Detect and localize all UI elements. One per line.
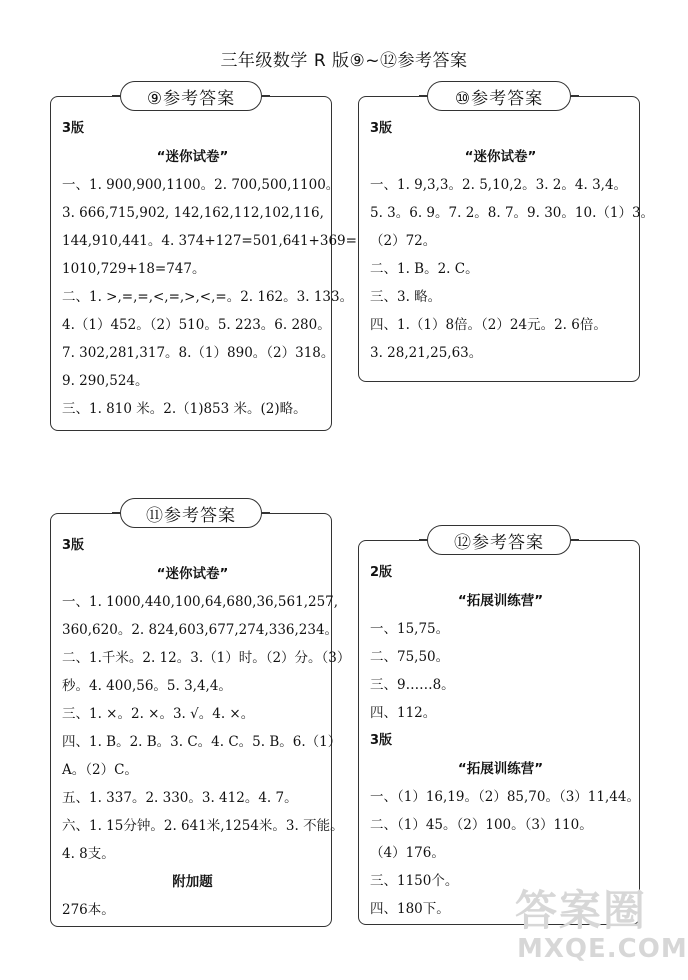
answer-line: 四、1.（1）8倍。（2）24元。2. 6倍。 <box>370 317 607 333</box>
section-subtitle: “拓展训练营” <box>457 593 544 609</box>
watermark-logo <box>505 878 688 978</box>
answer-line: A。（2）C。 <box>62 762 138 778</box>
answer-line: 三、1. 810 米。2.（1)853 米。(2)略。 <box>62 401 307 417</box>
answer-line: 三、9……8。 <box>370 677 455 693</box>
answer-line: 3. 666,715,902, 142,162,112,102,116, <box>62 205 324 221</box>
answer-line: 四、180下。 <box>370 901 450 917</box>
card-body-9 <box>62 115 357 423</box>
answer-line: 六、1. 15分钟。2. 641米,1254米。3. 不能。 <box>62 818 344 834</box>
card-body-12 <box>370 559 640 923</box>
answer-card-12 <box>358 532 640 925</box>
answer-line: 四、112。 <box>370 705 437 721</box>
card-header-10: ⑩参考答案 <box>427 81 571 111</box>
answer-line: 5. 3。6. 9。7. 2。8. 7。9. 30。10.（1）3。 <box>370 205 655 221</box>
card-header-11: ⑪参考答案 <box>120 498 262 528</box>
answer-line: 1010,729+18=747。 <box>62 261 206 277</box>
answer-line: 三、1. ×。2. ×。3. √。4. ×。 <box>62 706 255 722</box>
answer-line: 一、1. 1000,440,100,64,680,36,561,257, <box>62 594 339 610</box>
answer-line: 4.（1）452。（2）510。5. 223。6. 280。 <box>62 317 331 333</box>
answer-line: 一、1. 900,900,1100。2. 700,500,1100。 <box>62 177 340 193</box>
answer-line: 一、（1）16,19。（2）85,70。（3）11,44。 <box>370 789 640 805</box>
answer-line: 四、1. B。2. B。3. C。4. C。5. B。6.（1） <box>62 734 342 750</box>
answer-line: 二、1.千米。2. 12。3.（1）时。（2）分。（3） <box>62 650 351 666</box>
section-label: 3版 <box>370 121 393 136</box>
answer-line: 7. 302,281,317。8.（1）890。（2）318。 <box>62 345 335 361</box>
card-body-11 <box>62 532 351 924</box>
watermark-en: MXQE.COM <box>517 934 688 964</box>
answer-line: 二、75,50。 <box>370 649 450 665</box>
answer-line: 3. 28,21,25,63。 <box>370 345 483 361</box>
card-header-12: ⑫参考答案 <box>427 525 571 555</box>
answer-line: 276本。 <box>62 902 115 918</box>
page-title: 三年级数学 R 版⑨~⑫参考答案 <box>220 51 468 71</box>
answer-line: 二、1. B。2. C。 <box>370 261 479 277</box>
answer-line: 二、1. >,=,=,<,=,>,<,=。2. 162。3. 133。 <box>62 289 354 305</box>
watermark-cn: 答案圈 <box>515 886 648 935</box>
answer-line: 秒。4. 400,56。5. 3,4,4。 <box>62 678 232 694</box>
section-label: 3版 <box>370 733 393 748</box>
answer-line: （2）72。 <box>370 233 437 249</box>
section-subtitle: “拓展训练营” <box>457 761 544 777</box>
answer-line: 一、1. 9,3,3。2. 5,10,2。3. 2。4. 3,4。 <box>370 177 628 193</box>
answer-line: 二、（1）45。（2）100。（3）110。 <box>370 817 593 833</box>
section-label: 3版 <box>62 121 85 136</box>
section-subtitle: “迷你试卷” <box>156 566 229 582</box>
answer-line: 三、3. 略。 <box>370 289 442 305</box>
answer-line: 4. 8支。 <box>62 846 115 862</box>
answer-line: （4）176。 <box>370 845 445 861</box>
card-body-10 <box>370 115 655 367</box>
answer-line: 9. 290,524。 <box>62 373 149 389</box>
answer-line: 五、1. 337。2. 330。3. 412。4. 7。 <box>62 790 298 806</box>
section-subtitle: “迷你试卷” <box>464 149 537 165</box>
section-subtitle: “迷你试卷” <box>156 149 229 165</box>
answer-card-11 <box>50 505 351 927</box>
answer-line: 三、1150个。 <box>370 873 459 889</box>
card-header-9: ⑨参考答案 <box>120 81 262 111</box>
answer-card-10 <box>358 88 655 382</box>
section-label: 2版 <box>370 565 393 580</box>
answer-line: 360,620。2. 824,603,677,274,336,234。 <box>62 622 339 638</box>
section-label: 3版 <box>62 538 85 553</box>
answer-line: 144,910,441。4. 374+127=501,641+369= <box>62 233 357 249</box>
section-subtitle: 附加题 <box>172 874 213 890</box>
answer-card-9 <box>50 88 357 431</box>
answer-line: 一、15,75。 <box>370 621 450 637</box>
